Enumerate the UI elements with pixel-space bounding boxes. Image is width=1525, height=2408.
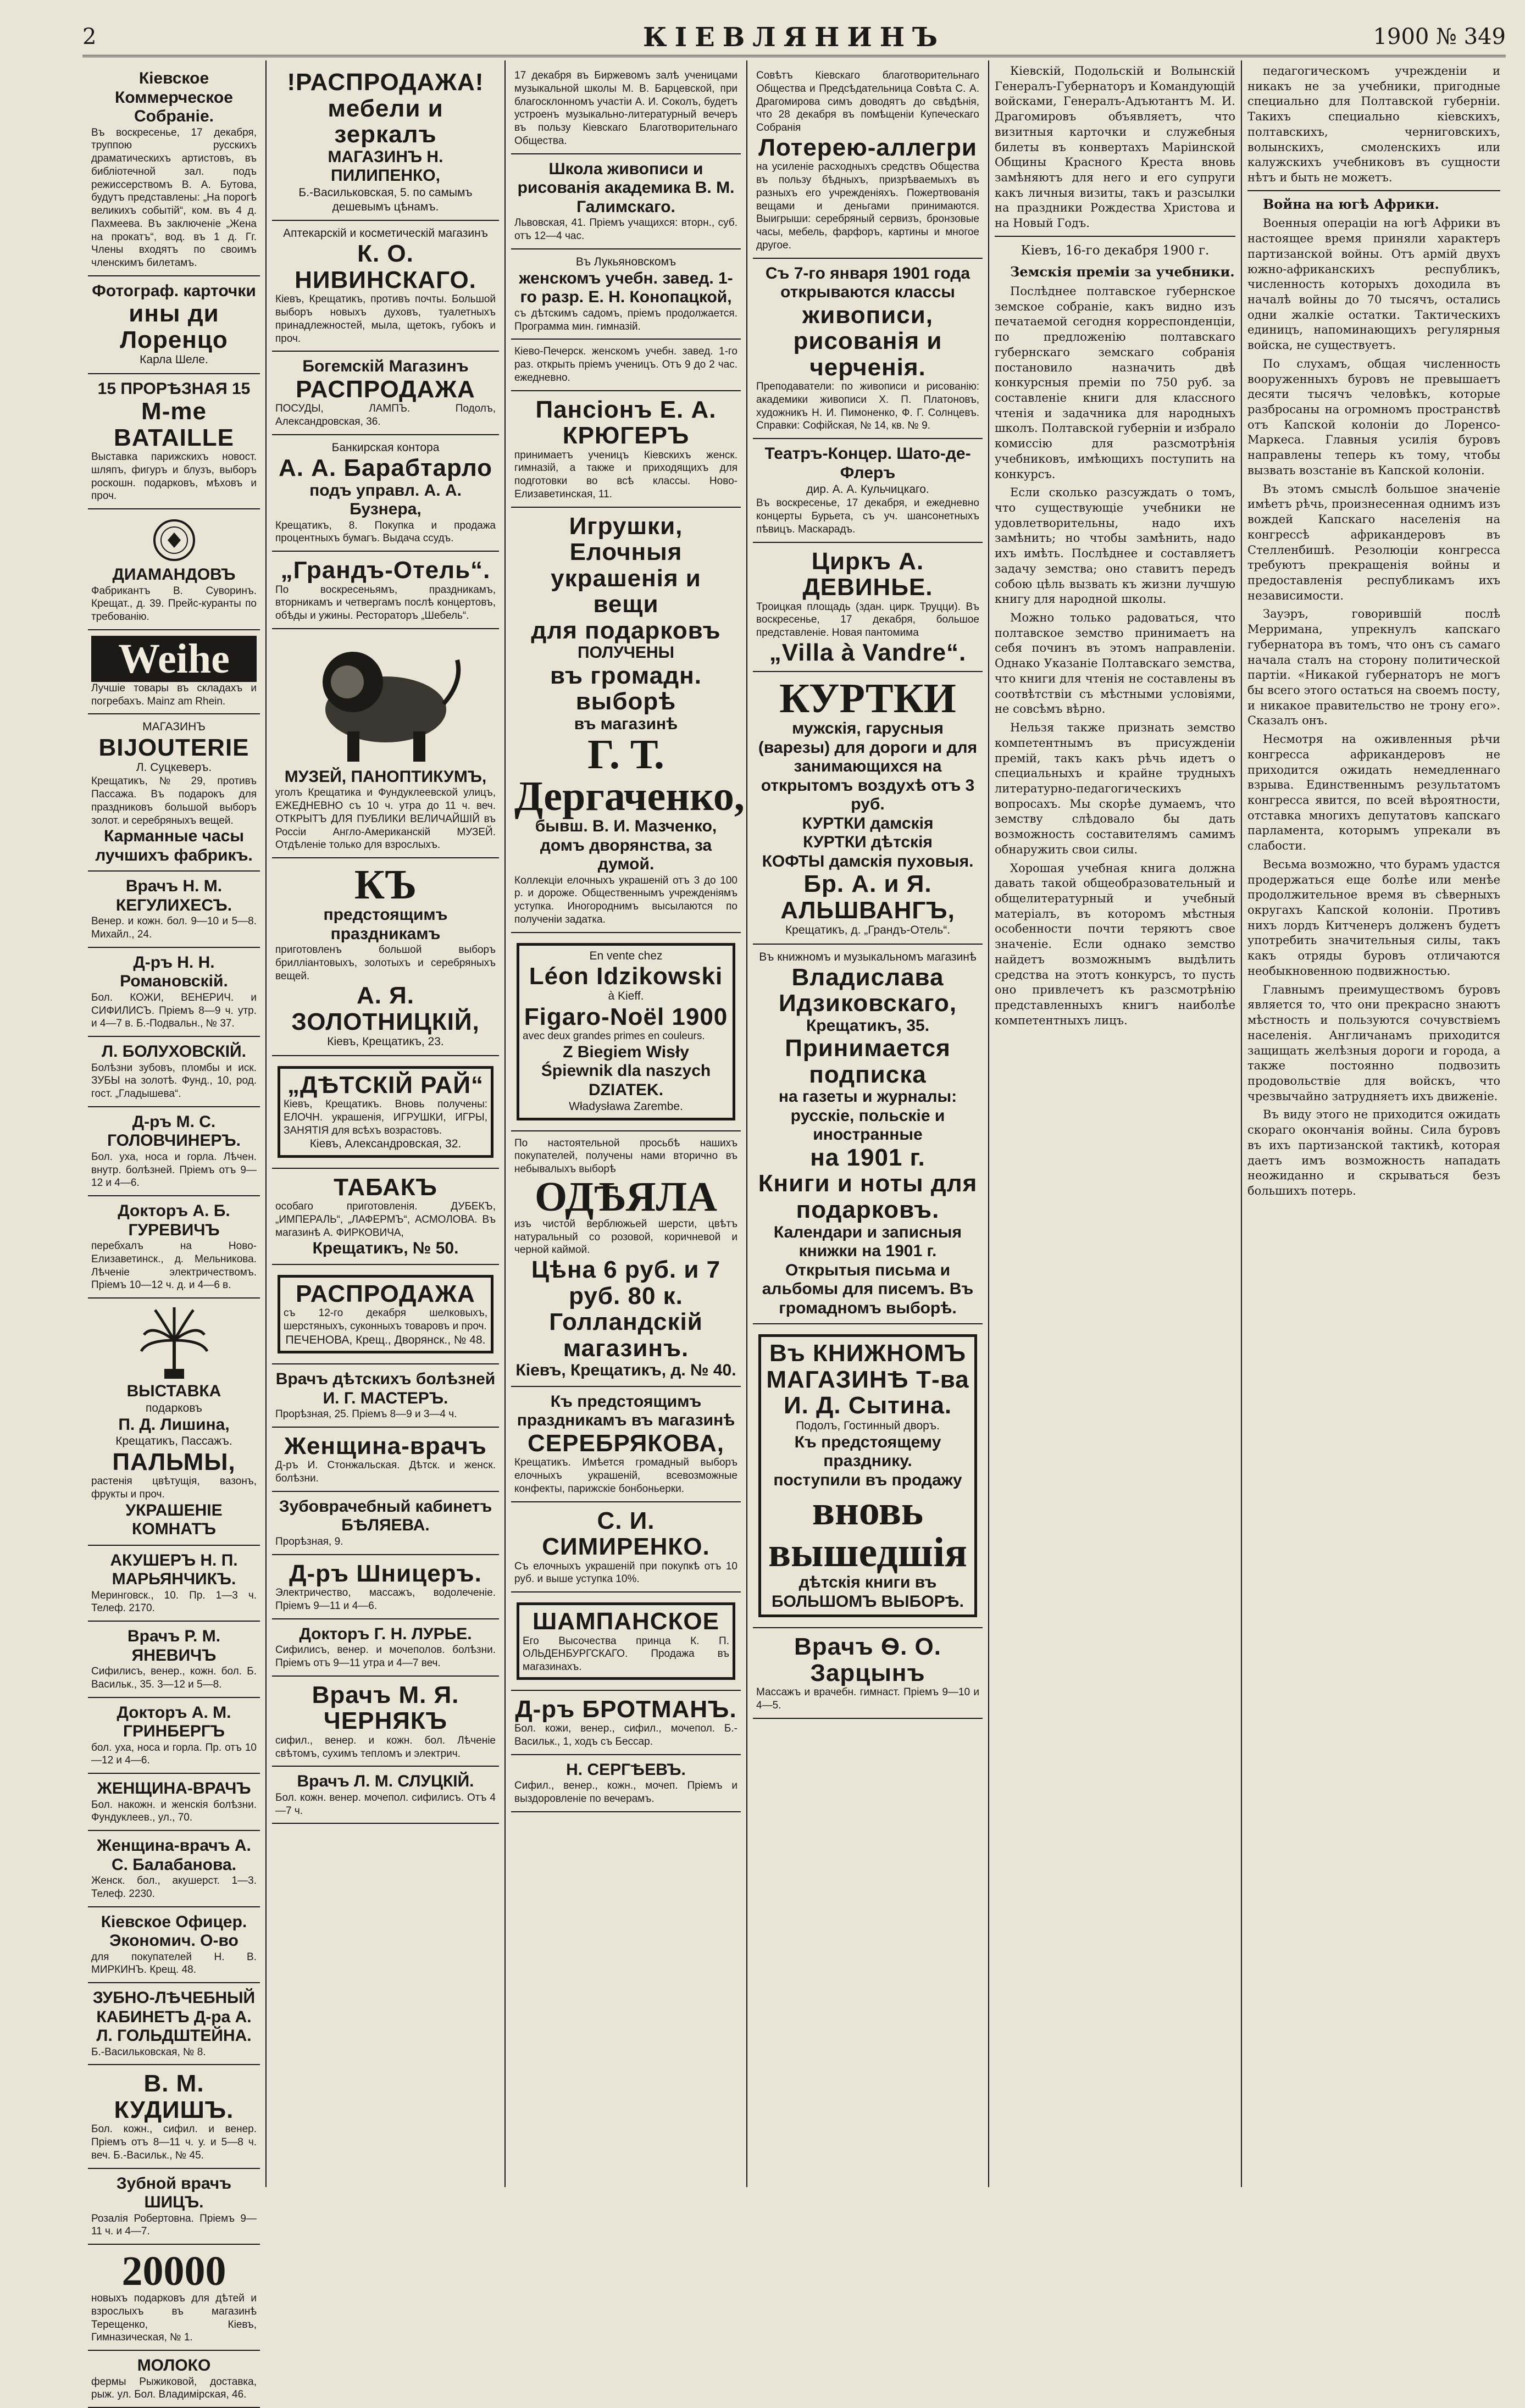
page-number: 2 [82, 24, 97, 49]
ad-polish-sub: Śpiewnik dla naszych DZIATEK. [541, 1062, 711, 1099]
ad-text: новыхъ подарковъ для дѣтей и взрослыхъ въ магазинѣ Терещенко, Кіевъ, Гимназическая, № 1. [91, 2293, 257, 2344]
ad-name: Врачъ дѣтскихъ болѣзней И. Г. МАСТЕРЪ. [275, 1370, 496, 1407]
ad-line: ПОЛУЧЕНЫ [578, 643, 674, 662]
ad-name: Пансіонъ Е. А. КРЮГЕРЪ [535, 396, 717, 450]
ad-title: Кіевское Коммерческое Собраніе. [115, 69, 233, 125]
ad-pechersk [511, 340, 741, 391]
ad-line: à Kieff. [608, 990, 644, 1003]
ad-footer: дѣтскія книги въ БОЛЬШОМЪ ВЫБОРѢ. [771, 1573, 964, 1611]
ad-name: ЗУБНО-ЛѢЧЕБНЫЙ КАБИНЕТЪ Д-ра А. Л. ГОЛЬДШТЕЙНА. [92, 1989, 256, 2045]
ad-name: Weihe [91, 636, 257, 682]
ad-sub: РАСПРОДАЖА [296, 375, 475, 403]
ad-addr: Подолъ, Гостинный дворъ. [796, 1419, 940, 1432]
ad-name: АКУШЕРЪ Н. П. МАРЬЯНЧИКЪ. [110, 1551, 238, 1589]
ad-line: По настоятельной просьбѣ нашихъ покупателей, получены нами вторично въ небывалыхъ выборѣ [514, 1137, 737, 1175]
ad-belyaeva [272, 1492, 499, 1555]
ad-line: ВЫСТАВКА [126, 1382, 221, 1401]
ad-text: Сифилисъ, венер. и мочеполов. болѣзни. Пріемъ отъ 9—11 утра и 4—7 веч. [275, 1644, 496, 1669]
ad-text: Кіевъ, Крещатикъ. Вновь получены: ЕЛОЧН. украшенія, ИГРУШКИ, ИГРЫ, ЗАНЯТІЯ для всѣхъ возрастовъ. [284, 1098, 487, 1136]
ad-woman-doctor [88, 1774, 260, 1831]
ad-title: Figaro-Noël 1900 [524, 1003, 728, 1030]
ad-name: Д-ръ БРОТМАНЪ. [515, 1695, 737, 1723]
ad-simirenko [511, 1502, 741, 1593]
ad-text: Венер. и кожн. бол. 9—10 и 5—8. Михайл., 24. [91, 916, 257, 941]
ad-pilipenko [272, 64, 499, 221]
ad-addr: Крещатикъ, Пассажъ. [115, 1435, 232, 1448]
ad-name: СЕРЕБРЯКОВА, [528, 1429, 724, 1457]
article-paragraph: Весьма возможно, что бурамъ удастся продержаться еще болѣе или менѣе продолжительное время въ сѣверныхъ округахъ Капской колоніи. Противъ нихъ лордъ Китченеръ долженъ будетъ употребить значительныя силы, такъ какъ отряды буровъ отличаются необыкновенною подвижностью. [1247, 857, 1500, 978]
article-paragraph: Главнымъ преимуществомъ буровъ является то, что они прекрасно знаютъ мѣстность и пользуются сочувствіемъ населенія. Англичанамъ приходится защищать желѣзныя дороги и города, а также постоянно подвозить продовольствіе для войскъ, что чрезвычайно затрудняетъ ихъ движеніе. [1247, 983, 1500, 1103]
ad-name: ины ди Лоренцо [120, 300, 228, 353]
column-5 [989, 60, 1242, 2187]
ad-yanevich [88, 1622, 260, 1698]
ad-text: Сифилисъ, венер., кожн. бол. Б. Васильк., 35. 3—12 и 5—8. [91, 1666, 257, 1690]
ad-text: Прорѣзная, 25. Пріемъ 8—9 и 3—4 ч. [275, 1408, 457, 1421]
ad-line: КОФТЫ дамскія пуховыя. [762, 852, 974, 870]
ad-name: А. Я. ЗОЛОТНИЦКІЙ, [291, 982, 480, 1035]
ad-year: на 1901 г. [810, 1144, 925, 1171]
ad-addr: Крещатикъ, д. „Грандъ-Отель“. [785, 924, 951, 937]
ad-bijouterie [88, 714, 260, 872]
ad-kegulikhes [88, 872, 260, 948]
ad-sub: живописи, рисованія и черченія. [793, 301, 942, 381]
ad-lishin [88, 1299, 260, 1546]
ad-kudish [88, 2065, 260, 2168]
ad-stonkovskaya [272, 1428, 499, 1492]
ad-line: КУРТКИ дамскія [802, 814, 934, 833]
ad-name: Кіевское Офицер. Экономич. О-во [101, 1912, 247, 1950]
ad-text: Его Высочества принца К. П. ОЛЬДЕНБУРГСКАГО. Продажа въ магазинахъ. [523, 1635, 729, 1673]
ad-sub: мебели и зеркалъ [328, 95, 443, 148]
announcement-text: Кіевскій, Подольскій и Волынскій Генералъ-Губернаторъ и Командующій войсками, Генералъ-Адъютантъ М. И. Драгомировъ объявляетъ, что визитныя карточки и служебныя билеты въ конвертахъ Маріинской Общины Красного Креста вновь замѣняютъ для него и его супруги какъ личныя визиты, такъ и разсылки на праздники Рождества Христова и на Новый Годъ. [995, 64, 1235, 230]
ad-line: въ магазинѣ [574, 714, 678, 733]
ad-line: МАГАЗИНЪ [142, 720, 206, 734]
ad-name: женскомъ учебн. завед. 1-го разр. Е. Н. Конопацкой, [519, 269, 733, 307]
ad-title: Съ 7-го января 1901 года открываются классы [765, 264, 971, 302]
ad-name: Врачъ М. Я. ЧЕРНЯКЪ [312, 1681, 459, 1735]
ad-sub: дир. А. А. Кульчицкаго. [806, 483, 929, 496]
ad-text: Женск. бол., акушерст. 1—3. Телеф. 2230. [91, 1875, 257, 1900]
ad-box [517, 943, 735, 1120]
column-6 [1242, 60, 1506, 2187]
article-paragraph: Въ виду этого не приходится ожидать скораго окончанія войны. Сила буровъ въ ихъ партизанской тактикѣ, которая даетъ имъ возможность нападать неожиданно и скрываться безъ большихъ потерь. [1247, 1108, 1500, 1197]
ad-title: Театръ-Концер. Шато-де-Флеръ [764, 445, 971, 482]
ad-box [758, 1334, 977, 1617]
ad-kurtki [753, 672, 983, 944]
ad-text: бол. уха, носа и горла. Пр. отъ 10—12 и 4—6. [91, 1741, 257, 1767]
ad-name: Владислава Идзиковскаго, [778, 963, 957, 1017]
ad-bolukhovsky [88, 1037, 260, 1107]
article-paragraph: Послѣднее полтавское губернское земское собраніе, какъ видно изъ печатаемой сегодня корреспонденціи, по предложенію полтавскаго губернскаго земскаго собранія постановило назначить двѣ конкурсныя преміи по 750 руб. за составленіе книги для классного чтенія и задачника для народныхъ школъ. Полтавской губерніи и избрало комиссію для разсмотрѣнія учебниковъ, имѣющихъ поступить на конкурсъ. [995, 284, 1235, 481]
ad-lurie [272, 1619, 499, 1677]
ad-addr: Кіевъ, Крещатикъ, д. № 40. [515, 1361, 736, 1380]
ad-odeyala [511, 1131, 741, 1387]
column-2 [267, 60, 506, 2187]
ad-shop: Бр. А. и Я. АЛЬШВАНГЪ, [780, 870, 955, 924]
ad-name: К. О. НИВИНСКАГО. [295, 240, 476, 293]
ad-text: 17 декабря въ Биржевомъ залѣ ученицами музыкальной школы М. В. Барцевской, при благосклонномъ участіи А. И. Соколъ, будетъ устроенъ музыкально-литературный вечеръ въ пользу Кіевскаго Благотворительнаго Общества. [514, 70, 737, 147]
ad-text: Выставка парижскихъ новост. шляпъ, фигуръ и блузъ, выборъ роскошн. подарковъ, мѣховъ и проч. [91, 451, 257, 502]
ad-lottery [753, 64, 983, 259]
ad-text: avec deux grandes primes en couleurs. [523, 1030, 705, 1042]
ad-name: П. Д. Лишина, [118, 1415, 230, 1434]
ad-text: Лучшіе товары въ складахъ и погребахъ. Mainz am Rhein. [91, 682, 257, 707]
ad-foto [88, 276, 260, 374]
ad-line: Аптекарскій и косметическій магазинъ [283, 227, 488, 240]
ad-text: Троицкая площадь (здан. цирк. Труцци). Въ воскресенье, 17 декабря, большое представленіе. Новая пантомима [756, 601, 979, 639]
seal-icon [152, 518, 196, 562]
ad-line: Къ предстоящимъ праздникамъ въ магазинѣ [517, 1392, 735, 1430]
ad-name: Д-ръ М. С. ГОЛОВЧИНЕРЪ. [107, 1112, 241, 1150]
ad-addr: Крещатикъ, № 50. [312, 1239, 459, 1258]
ad-text: Болѣзни зубовъ, пломбы и иск. ЗУБЫ на золотѣ. Фунд., 10, род. гост. „Гладышева“. [91, 1062, 257, 1100]
ad-text: Крещатикъ, 8. Покупка и продажа процентныхъ бумагъ. Выдача ссудъ. [275, 519, 496, 545]
ad-text: Коллекціи елочныхъ украшеній отъ 3 до 100 р. и дороже. Общественнымъ учрежденіямъ уступка. Иногороднимъ высылаются по полученіи задатка. [514, 874, 737, 925]
ad-addr: Кіевъ, Александровская, 32. [309, 1138, 462, 1151]
ad-name: С. И. СИМИРЕНКО. [542, 1507, 710, 1561]
ad-price: Цѣна 6 руб. и 7 руб. 80 к. [531, 1256, 721, 1310]
ad-number: 20000 [121, 2248, 226, 2295]
ad-title: Школа живописи и рисованія академика В. М. Галимскаго. [517, 159, 735, 216]
ad-name: Д-ръ Шницеръ. [289, 1560, 482, 1587]
ad-text: растенія цвѣтущія, вазонъ, фрукты и проч. [91, 1475, 257, 1500]
ad-text: особаго приготовленія. ДУБЕКЪ, „ИМПЕРАЛЬ“, „ЛАФЕРМЪ“, АСМОЛОВА. Въ магазинѣ А. ФИРКОВИЧА, [275, 1201, 496, 1239]
ad-text: Въ воскресенье, 17 декабря, и ежедневно концерты Бурьета, съ уч. шансонетныхъ пѣвицъ. Маскарадъ. [756, 497, 979, 535]
ad-zolotnitsky [272, 858, 499, 1056]
ad-text: на газеты и журналы: русскіе, польскіе и иностранные [778, 1088, 957, 1144]
ad-intro: Совѣтъ Кіевскаго благотворительнаго Общества и Предсѣдательница Совѣта С. А. Драгомирова симъ доводятъ до свѣдѣнія, что 28 декабря въ помѣщеніи Купеческаго Собранія [756, 70, 979, 134]
ad-title: ОДѢЯЛА [534, 1173, 718, 1220]
ad-name: Зубной врачъ ШИЦЪ. [116, 2174, 232, 2212]
column-1 [82, 60, 267, 2401]
ad-line: домъ дворянства, за думой. [540, 836, 712, 874]
ad-footer: Карманные часы лучшихъ фабрикъ. [95, 827, 253, 864]
ad-kommercheskoe [88, 64, 260, 276]
ad-konopatskaya [511, 249, 741, 340]
ad-text: Бол. кожн. венер. мочепол. сифилисъ. Отъ 4—7 ч. [275, 1791, 496, 1817]
ad-name: Зубоврачебный кабинетъ БѢЛЯЕВА. [279, 1497, 492, 1535]
ad-seller: Карла Шеле. [140, 353, 208, 367]
ad-text: на усиленіе расходныхъ средствъ Общества въ пользу бѣдныхъ, призрѣваемыхъ въ разныхъ его учрежденіяхъ. Пожертвованія вещами и деньгами принимаются. Выигрыши: серебряный сервизъ, бронзовые часы, мебель, фарфоръ, картины и многое другое. [756, 161, 979, 251]
ad-gurevich [88, 1196, 260, 1299]
ad-devinier [753, 543, 983, 673]
ad-text: Кіевъ, Крещатикъ, противъ почты. Большой выборъ новыхъ духовъ, туалетныхъ принадлежностей, мыла, щетокъ, губокъ и проч. [275, 293, 496, 345]
ad-books: Книги и ноты для подарковъ. [758, 1170, 978, 1223]
ad-line: Въ книжномъ и музыкальномъ магазинѣ [759, 950, 977, 963]
article-headline: Земскія преміи за учебники. [1010, 264, 1235, 280]
ad-title: Лотерею-аллегри [758, 134, 977, 161]
article-paragraph: Въ этомъ смыслѣ большое значеніе имѣетъ рѣчь, произнесенная однимъ изъ вождей Капскаго населенія на конгрессѣ африкандеровъ въ Стелленбишѣ. Резолюціи конгресса требуютъ прекращенія войны и предоставленія республикамъ ихъ независимости. [1247, 482, 1500, 602]
ad-title: ШАМПАНСКОЕ [532, 1608, 720, 1635]
ad-classes [753, 259, 983, 440]
ad-title: Богемскій Магазинъ [302, 357, 469, 376]
ad-shop: Голландскій магазинъ. [549, 1308, 703, 1362]
ad-text: Меринговск., 10. Пр. 1—3 ч. Телеф. 2170. [91, 1589, 257, 1614]
ad-text: Б.-Васильковская, № 8. [91, 2046, 206, 2058]
ad-polish-title: Z Biegiem Wisły [563, 1042, 689, 1061]
ad-galimsky [511, 154, 741, 249]
ad-sytin [753, 1324, 983, 1628]
ad-barabtarlo [272, 435, 499, 552]
ad-line: бывш. В. И. Мазченко, [535, 817, 717, 836]
ad-panoptikum [272, 629, 499, 858]
ad-text: Крещатикъ, № 29, противъ Пассажа. Въ подарокъ для праздниковъ большой выборъ золот. и серебряныхъ вещей. [91, 775, 257, 826]
ad-title: !РАСПРОДАЖА! [287, 69, 484, 96]
ad-text: по самымъ дешевымъ цѣнамъ. [332, 186, 473, 213]
ad-box [278, 1066, 493, 1158]
article-headline: Война на югѣ Африки. [1263, 196, 1439, 212]
ad-sale-box [272, 1265, 499, 1364]
ad-text: сифил., венер. и кожн. бол. Лѣченіе свѣтомъ, сухимъ тепломъ и электрич. [275, 1734, 496, 1760]
ad-name: M-me BATAILLE [114, 398, 234, 451]
ad-line: украшенія и вещи [551, 564, 701, 618]
article-paragraph: Военныя операціи на югѣ Африки въ настоящее время приняли характеръ партизанской войны. Отъ армій двухъ южно-африканскихъ республикъ, численность которыхъ доходила въ началѣ войны до 70 тысячъ, остались одни жалкіе остатки. Тактическихъ единицъ, напоминающихъ регулярныя войска, не существуетъ. [1247, 217, 1500, 352]
divider [995, 236, 1235, 237]
ad-title: Циркъ А. ДЕВИНЬЕ. [802, 547, 933, 601]
ad-bataille [88, 374, 260, 510]
palm-icon [141, 1307, 207, 1379]
ad-line: Банкирская контора [331, 441, 440, 454]
ad-name: Врачъ Р. М. ЯНЕВИЧЪ [127, 1627, 221, 1664]
article-paragraph: Зауэръ, говорившій послѣ Мерримана, упрекнулъ капскаго губернатора въ томъ, что онъ съ самаго начала сталъ на сторону политической партіи. «Никакой губернаторъ не могъ бы всего этого остаться на своемъ посту, и никакое правительство не трону его». Сказалъ онъ. [1247, 607, 1500, 728]
article-paragraph: Нельзя также признать земство компетентнымъ въ присужденіи премій, такъ какъ рѣчь идетъ о специальныхъ и крайне трудныхъ литературно-педагогическихъ вопросахъ. Мы скорѣе думаемъ, что земству слѣдовало бы дать возможность составителямъ самимъ обнаружить свои силы. [995, 721, 1235, 856]
ad-nivinsky [272, 221, 499, 352]
ad-chateau [753, 439, 983, 543]
ad-text: поступили въ продажу [773, 1471, 962, 1489]
ad-romanovsky [88, 948, 260, 1037]
ad-text: Прорѣзная, 9. [275, 1535, 343, 1547]
ad-text: приготовленъ большой выборъ брилліантовыхъ, золотыхъ и серебряныхъ вещей. [275, 944, 496, 982]
article-paragraph: По слухамъ, общая численность вооруженныхъ буровъ не превышаетъ десяти тысячъ человѣкъ, которые разбросаны на огромномъ пространствѣ отъ Капской колоніи до Лоренсо-Маркеса. Главныя усилія буровъ направлены теперь къ тому, чтобы вызвать возстаніе въ Капской колоніи. [1247, 357, 1500, 477]
ad-name: Женщина-врачъ [284, 1432, 487, 1460]
ad-name: Léon Idzikowski [529, 962, 723, 990]
ad-name: Н. СЕРГѢЕВЪ. [566, 1760, 686, 1779]
ad-kruger [511, 391, 741, 508]
ad-box [278, 1275, 493, 1353]
ad-text: Бол. уха, носа и горла. Лѣчен. внутр. болѣзней. Пріемъ отъ 9—12 и 4—6. [91, 1151, 257, 1189]
ad-text: Электричество, массажъ, водолеченіе. Пріемъ 9—11 и 4—6. [275, 1587, 496, 1612]
ad-box [517, 1602, 735, 1680]
ad-palms: ПАЛЬМЫ, [112, 1448, 236, 1475]
ad-owner: Л. Суцкеверъ. [136, 761, 212, 774]
ad-master [272, 1364, 499, 1428]
ad-text: Д-ръ И. Стонжальская. Дѣтск. и женск. болѣзни. [275, 1460, 496, 1485]
ad-line: Игрушки, Елочныя [569, 512, 683, 566]
ad-name: Женщина-врачъ А. С. Балабанова. [97, 1836, 251, 1874]
divider [1247, 190, 1500, 191]
ad-line: для подарковъ [531, 617, 721, 644]
ad-moloko [88, 2351, 260, 2408]
ad-chernyak [272, 1677, 499, 1767]
ad-marinchik [88, 1546, 260, 1622]
ad-text: изъ чистой верблюжьей шерсти, цвѣтъ натуральный со розовой, коричневой и черной каймой. [514, 1218, 737, 1256]
ad-line: En vente chez [589, 949, 663, 962]
ad-sergeev [511, 1755, 741, 1812]
ad-text: Бол. кожн., сифил. и венер. Пріемъ отъ 8—11 ч. у. и 5—8 ч. веч. Б.-Васильк., № 45. [91, 2123, 257, 2161]
ad-title: РАСПРОДАЖА [296, 1280, 475, 1307]
ad-addr: Кіевъ, Крещатикъ, 23. [327, 1035, 444, 1048]
ad-footer: Календари и записныя книжки на 1901 г. Открытыя письма и альбомы для писемъ. Въ громадномъ выборѣ. [762, 1223, 974, 1317]
ad-text: Крещатикъ. Имѣется громадный выборъ елочныхъ украшеній, всевозможные конфекты, парижскіе бонбоньерки. [514, 1457, 737, 1495]
ad-text: съ 12-го декабря шелковыхъ, шерстяныхъ, суконныхъ товаровъ и проч. [284, 1307, 487, 1333]
ad-golovchiner [88, 1107, 260, 1196]
ad-name: ЖЕНЩИНА-ВРАЧЪ [97, 1779, 251, 1798]
ad-idzikowska [753, 945, 983, 1324]
ad-slutsky [272, 1767, 499, 1824]
ad-line: подъ управл. А. А. Бузнера, [309, 481, 462, 519]
ad-line: въ громадн. выборѣ [550, 662, 702, 715]
ad-addr: Б.-Васильковская, 5. [298, 186, 410, 199]
ad-text: Розалія Робертовна. Пріемъ 9—11 ч. и 4—7. [91, 2212, 257, 2238]
newspaper-title: КІЕВЛЯНИНЪ [642, 22, 945, 53]
ad-name: А. А. Барабтарло [278, 454, 493, 482]
ad-dertsachenko [511, 508, 745, 933]
ad-sub: Принимается подписка [785, 1035, 951, 1088]
ad-text: перебхалъ на Ново-Елизаветинск., д. Мельникова. Лѣченіе электричествомъ. Пріемъ 10—12 ч. д. и 4—6 в. [91, 1240, 257, 1291]
ad-text: для покупателей Н. В. МИРКИНЪ. Крещ. 48. [91, 1951, 257, 1976]
ad-grand-hotel [272, 552, 499, 629]
ad-text: Съ елочныхъ украшеній при покупкѣ отъ 10 руб. и выше уступка 10%. [514, 1560, 737, 1585]
ad-sub: Къ предстоящему празднику. [794, 1433, 941, 1471]
ad-line: КУРТКИ дѣтскія [803, 833, 933, 852]
ad-shop: МАГАЗИНЪ Н. ПИЛИПЕНКО, [328, 147, 443, 185]
column-3 [506, 60, 747, 2187]
article-paragraph: Несмотря на оживленныя рѣчи конгресса африкандеровъ не приходится ожидать немедленнаго взрыва. Единственнымъ результатомъ конгресса явится, по всей вѣроятности, отставка многихъ депутатовъ капскаго парламента, которымъ упрекали въ слабости. [1247, 733, 1500, 853]
issue-number: 1900 № 349 [1373, 24, 1506, 49]
article-continuation: педагогическомъ учрежденіи и никакъ не за учебники, пригодные специально для Полтавской губерніи. Такихъ специально кіевскихъ, полтавскихъ, черниговскихъ, волынскихъ, смоленскихъ или калужскихъ учебниковъ въ сущности нѣтъ и быть не можетъ. [1247, 64, 1500, 185]
ad-balabanova [88, 1831, 260, 1907]
ad-title: Въ КНИЖНОМЪ МАГАЗИНѢ Т-ва И. Д. Сытина. [766, 1340, 969, 1419]
ad-text: Сифил., венер., кожн., мочеп. Пріемъ и выздоровленіе по вечерамъ. [514, 1780, 737, 1805]
ad-charity [511, 64, 741, 154]
ad-shnitz [88, 2169, 260, 2245]
ad-diamonds [88, 509, 260, 630]
article-paragraph: Если сколько разсуждать о томъ, что существующіе учебники не удовлетворительны, надо ихъ замѣнить; но чтобы замѣнить, надо ихъ имѣть. Послѣднее и составляетъ задачу земства; оно ставитъ передъ собою цѣль вызвать къ жизни лучшую книгу для народной школы. [995, 486, 1235, 606]
ad-name: Л. БОЛУХОВСКІЙ. [102, 1042, 246, 1061]
ad-title: ДИАМАНДОВЪ [112, 565, 236, 584]
ad-name: „Грандъ-Отель“. [280, 557, 491, 584]
ad-name: Д-ръ Н. Н. Романовскій. [120, 953, 228, 991]
ad-text: Въ воскресенье, 17 декабря, труппою русскихъ драматическихъ артистовъ, въ библіотечной зал. подъ режиссерствомъ В. А. Бутова, будутъ представлены: „На порогѣ великихъ событій“, ком. въ 4 д. Пахмеева. Въ заключеніе „Жена на прокатъ“, вод. въ 1 д. Гг. Члены входятъ по своимъ членскимъ билетамъ. [91, 126, 257, 269]
ad-text: мужскія, гаруcныя (варезы) для дороги и для занимающихся на открытомъ воздухѣ отъ 3 руб. [758, 719, 978, 814]
ad-grinberg [88, 1698, 260, 1774]
ad-name: МОЛОКО [137, 2356, 211, 2375]
ad-text: Фабрикантъ В. Суворинъ. Крещат., д. 39. Прейс-куранты по требованію. [91, 585, 257, 623]
ad-text: Преподаватели: по живописи и рисованію: академики живописи Х. П. Платоновъ, художникъ Н. И. Пимоненко, Ф. Г. Солнцевъ. Справки: Софійская, № 14, кв. № 9. [756, 381, 979, 432]
ad-text: По воскресеньямъ, праздникамъ, вторникамъ и четвергамъ послѣ концертовъ, обѣды и ужины. Рестораторъ „Шебель“. [275, 584, 496, 622]
ad-bohemian [272, 352, 499, 435]
ad-line: подарковъ [146, 1401, 202, 1414]
ad-text: принимаетъ ученицъ Кіевскихъ женск. гимназій, а также и приходящихъ для подготовки во всѣ классы. Ново-Елизаветинская, 11. [514, 449, 737, 500]
ad-name: Врачъ Л. М. СЛУЦКІЙ. [297, 1772, 474, 1791]
ad-text: съ дѣтскимъ садомъ, пріемъ продолжается. Программа мин. гимназій. [514, 307, 737, 332]
ad-name: Докторъ А. Б. ГУРЕВИЧЪ [118, 1202, 230, 1239]
ad-big: вновь вышедшія [768, 1488, 968, 1576]
ad-text: Бол. накожн. и женскія болѣзни. Фундуклеев., ул., 70. [91, 1799, 257, 1824]
ad-line: КЪ [354, 862, 417, 908]
ad-title: КУРТКИ [779, 675, 956, 722]
ad-text: ПОСУДЫ, ЛАМПЪ. Подолъ, Александровская, 36. [275, 403, 496, 428]
ad-brotman [511, 1691, 741, 1755]
article-paragraph: Можно только радоваться, что полтавское земство принимаетъ на себя починъ въ этомъ направленіи. Однако Указаніе Полтавскаго земства, что книги для чтенія не составлены въ соотвѣтствіи съ мѣстными условіями, не совсѣмъ вѣрно. [995, 611, 1235, 716]
lion-illustration-icon [303, 638, 468, 764]
ad-text: Бол. КОЖИ, ВЕНЕРИЧ. и СИФИЛИСЪ. Пріемъ 8—9 ч. утр. и 4—7 в. Б.-Подвальн., № 37. [91, 991, 257, 1030]
ad-champagne [511, 1593, 741, 1691]
ad-title: „ДѢТСКІЙ РАЙ“ [287, 1071, 484, 1098]
ad-shnitzer [272, 1555, 499, 1619]
ad-text: уголъ Крещатика и Фундуклеевской улицъ, ЕЖЕДНЕВНО съ 10 ч. утра до 11 ч. веч. ОТКРЫТЪ ДЛЯ ПУБЛИКИ ВЕЛИЧАЙШІЙ въ Россіи Англо-Американскій МУЗЕЙ. Отдѣленіе только для взрослыхъ. [275, 787, 496, 851]
ad-serebryakova [511, 1387, 741, 1502]
ad-title: Фотограф. карточки [92, 281, 256, 300]
article-paragraph: Хорошая учебная книга должна давать такой общеобразовательный и общелитературный и учебный матеріалъ, въ которомъ мѣстныя особенности почти теряютъ свое значеніе. Если однако земство найдетъ возможнымъ выдѣлить средства на этотъ конкурсъ, то пусть оно привлечетъ къ разсмотрѣнію представленныхъ книгъ наиболѣе компетентныхъ лицъ. [995, 861, 1235, 1027]
ad-text: Кіево-Печерск. женскомъ учебн. завед. 1-го раз. открыть пріемъ ученицъ. Отъ 9 до 2 час. ежедневно. [514, 346, 737, 384]
ad-idzikowski [511, 933, 741, 1131]
ad-line: 15 ПРОРѢЗНАЯ 15 [97, 379, 251, 398]
ad-zartsyn [753, 1628, 983, 1719]
ad-twenty-thousand [88, 2245, 260, 2351]
column-4 [747, 60, 989, 2187]
ad-addr: Крещатикъ, 35. [806, 1016, 930, 1035]
ad-text: Бол. кожи, венер., сифил., мочепол. Б.-Васильк., 1, ходъ съ Бессар. [514, 1723, 737, 1748]
ad-addr: ПЕЧЕНОВА, Крещ., Дворянск., № 48. [285, 1333, 486, 1346]
ad-goldstein [88, 1983, 260, 2065]
ad-detsky-rai [272, 1056, 499, 1169]
ad-line: Въ Лукьяновскомъ [575, 255, 676, 268]
ad-line: предстоящимъ праздникамъ [323, 906, 448, 943]
ad-officer [88, 1907, 260, 1984]
ad-name: Врачъ Ѳ. О. Зарцынъ [794, 1633, 941, 1686]
ad-weihe [88, 630, 260, 715]
ad-footer: УКРАШЕНІЕ КОМНАТЪ [125, 1501, 223, 1539]
ad-name: Докторъ А. М. ГРИНБЕРГЪ [117, 1703, 231, 1741]
ad-text: Массажъ и врачебн. гимнаст. Пріемъ 9—10 и 4—5. [756, 1686, 979, 1712]
ad-name: Докторъ Г. Н. ЛУРЬЕ. [299, 1624, 472, 1643]
ad-text: Львовская, 41. Пріемъ учащихся: вторн., суб. отъ 12—4 час. [514, 217, 737, 242]
ad-play: „Villa à Vandre“. [769, 639, 967, 666]
ad-name: ТАБАКЪ [334, 1173, 437, 1201]
ad-name: BIJOUTERIE [98, 734, 249, 761]
masthead [82, 22, 1506, 57]
ad-name: Г. Т. Дергаченко, [514, 731, 745, 820]
ad-text: фермы Рыжиковой, доставка, рыж. ул. Бол. Владимірская, 46. [91, 2376, 257, 2401]
ad-firkovich [272, 1169, 499, 1265]
ad-name: Врачъ Н. М. КЕГУЛИХЕСЪ. [115, 877, 232, 914]
ad-author: Władysława Zarembe. [569, 1100, 683, 1113]
ad-name: В. М. КУДИШЪ. [114, 2070, 234, 2123]
ad-line: МУЗЕЙ, ПАНОПТИКУМЪ, [284, 767, 487, 786]
dateline: Кіевъ, 16-го декабря 1900 г. [1021, 243, 1210, 258]
